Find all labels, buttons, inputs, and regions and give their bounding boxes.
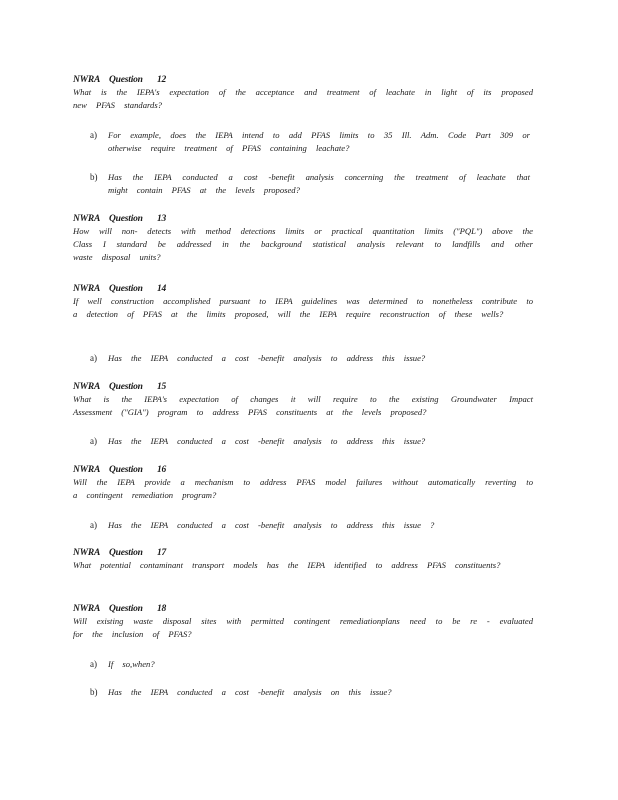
question-12 — [73, 74, 533, 112]
question-heading: NWRA Question 14 — [73, 284, 167, 294]
question-text: How will non- detects with method detections limits or practical quantitation limits ("PQL") above the Class I standard be addressed in the background statistical analysis relevant to landfills and other waste disposal units? — [73, 226, 533, 262]
sub-question: b) Has the IEPA conducted a cost -benefit analysis on this issue? — [90, 687, 392, 697]
question-heading: NWRA Question 16 — [73, 465, 167, 475]
question-text: If well construction accomplished pursuant to IEPA guidelines was determined to nonetheless contribute to a detection of PFAS at the limits proposed, will the IEPA require reconstruction of these wells? — [73, 296, 533, 319]
question-15 — [73, 381, 533, 419]
sub-question: a) If so,when? — [90, 659, 155, 669]
question-17 — [73, 547, 533, 572]
sub-question: a) Has the IEPA conducted a cost -benefit analysis to address this issue? — [90, 436, 426, 446]
sub-question: a) Has the IEPA conducted a cost -benefit analysis to address this issue ? — [90, 520, 435, 530]
question-heading: NWRA Question 12 — [73, 75, 167, 85]
question-13 — [73, 213, 533, 264]
question-heading: NWRA Question 15 — [73, 382, 167, 392]
sub-question: a) Has the IEPA conducted a cost -benefit analysis to address this issue? — [90, 353, 426, 363]
question-16 — [73, 464, 533, 502]
sub-question: b) Has the IEPA conducted a cost -benefit analysis concerning the treatment of leachate that might contain PFAS at the levels proposed? — [90, 172, 530, 195]
question-text: Will existing waste disposal sites with permitted contingent remediationplans need to be re - evaluated for the inclusion of PFAS? — [73, 616, 533, 639]
question-text: Will the IEPA provide a mechanism to address PFAS model failures without automatically reverting to a contingent remediation program? — [73, 477, 533, 500]
question-text: What is the IEPA's expectation of the acceptance and treatment of leachate in light of its proposed new PFAS standards? — [73, 87, 533, 110]
question-text: What is the IEPA's expectation of changes it will require to the existing Groundwater Impact Assessment ("GIA") program to address PFAS constituents at the levels proposed? — [73, 394, 533, 417]
question-heading: NWRA Question 17 — [73, 548, 167, 558]
question-18 — [73, 603, 533, 641]
sub-question: a) For example, does the IEPA intend to add PFAS limits to 35 Ill. Adm. Code Part 309 or otherwise require treatment of PFAS containing leachate? — [90, 130, 530, 153]
question-text: What potential contaminant transport models has the IEPA identified to address PFAS constituents? — [73, 560, 501, 570]
question-heading: NWRA Question 13 — [73, 214, 167, 224]
question-14 — [73, 283, 533, 321]
question-heading: NWRA Question 18 — [73, 604, 167, 614]
